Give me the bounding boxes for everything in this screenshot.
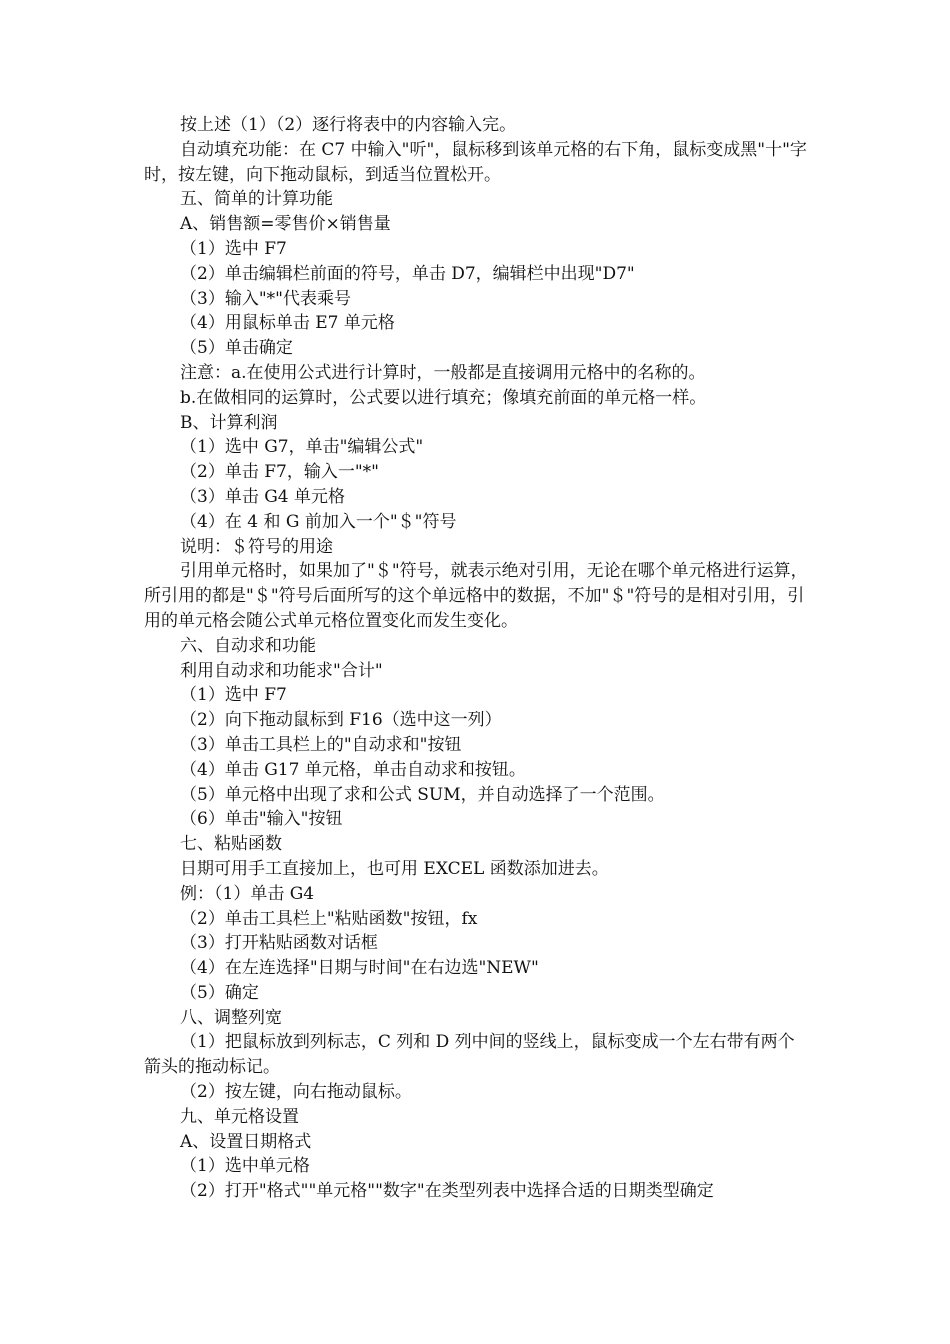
note: 说明：＄符号的用途 [180,536,333,557]
note: 注意：a.在使用公式进行计算时，一般都是直接调用元格中的名称的。 [180,362,706,383]
list-item: （5）确定 [180,982,259,1003]
document-body [144,113,810,1204]
list-item: （1）选中单元格 [180,1156,310,1177]
paragraph: 利用自动求和功能求"合计" [180,660,383,681]
list-item: （4）单击 G17 单元格，单击自动求和按钮。 [180,759,526,780]
list-item: （5）单元格中出现了求和公式 SUM，并自动选择了一个范围。 [180,784,665,805]
list-item: （3）打开粘贴函数对话框 [180,933,378,954]
subsection-heading: B、计算利润 [180,412,278,433]
subsection-heading: A、销售额=零售价×销售量 [180,214,391,235]
list-item: （4）在 4 和 G 前加入一个"＄"符号 [180,511,457,532]
list-item: 例：（1）单击 G4 [180,883,315,904]
note: b.在做相同的运算时，公式要以进行填充；像填充前面的单元格一样。 [180,387,707,408]
list-item: （1）选中 F7 [180,238,287,259]
section-heading: 八、调整列宽 [180,1007,282,1028]
list-item: （1）选中 G7，单击"编辑公式" [180,437,424,458]
list-item: （4）用鼠标单击 E7 单元格 [180,313,395,334]
list-item: （1）把鼠标放到列标志，C 列和 D 列中间的竖线上，鼠标变成一个左右带有两个箭头的拖动标记。 [144,1032,795,1078]
list-item: （1）选中 F7 [180,685,287,706]
list-item: （2）单击编辑栏前面的符号，单击 D7，编辑栏中出现"D7" [180,263,635,284]
list-item: （6）单击"输入"按钮 [180,809,343,830]
list-item: （2）按左键，向右拖动鼠标。 [180,1082,412,1103]
section-heading: 七、粘贴函数 [180,834,282,855]
list-item: （2）单击 F7，输入一"*" [180,462,379,483]
list-item: （2）单击工具栏上"粘贴函数"按钮，fx [180,908,478,929]
paragraph: 自动填充功能：在 C7 中输入"听"，鼠标移到该单元格的右下角，鼠标变成黑"十"字时，按左键，向下拖动鼠标，到适当位置松开。 [144,139,807,185]
list-item: （2）打开"格式""单元格""数字"在类型列表中选择合适的日期类型确定 [180,1181,714,1202]
list-item: （3）单击工具栏上的"自动求和"按钮 [180,734,462,755]
paragraph: 按上述（1）（2）逐行将表中的内容输入完。 [180,115,517,135]
list-item: （3）单击 G4 单元格 [180,486,346,507]
section-heading: 六、自动求和功能 [180,635,316,656]
list-item: （2）向下拖动鼠标到 F16（选中这一列） [180,710,502,731]
paragraph: 引用单元格时，如果加了"＄"符号，就表示绝对引用，无论在哪个单元格进行运算，所引用的都是"＄"符号后面所写的这个单远格中的数据，不加"＄"符号的是相对引用，引用的单元格会随公式单元格位置变化而发生变化。 [144,561,808,631]
list-item: （4）在左连选择"日期与时间"在右边选"NEW" [180,958,539,979]
list-item: （3）输入"*"代表乘号 [180,288,351,309]
subsection-heading: A、设置日期格式 [180,1131,312,1152]
paragraph: 日期可用手工直接加上，也可用 EXCEL 函数添加进去。 [180,858,609,879]
section-heading: 五、简单的计算功能 [180,189,333,210]
section-heading: 九、单元格设置 [180,1106,299,1127]
list-item: （5）单击确定 [180,338,293,359]
